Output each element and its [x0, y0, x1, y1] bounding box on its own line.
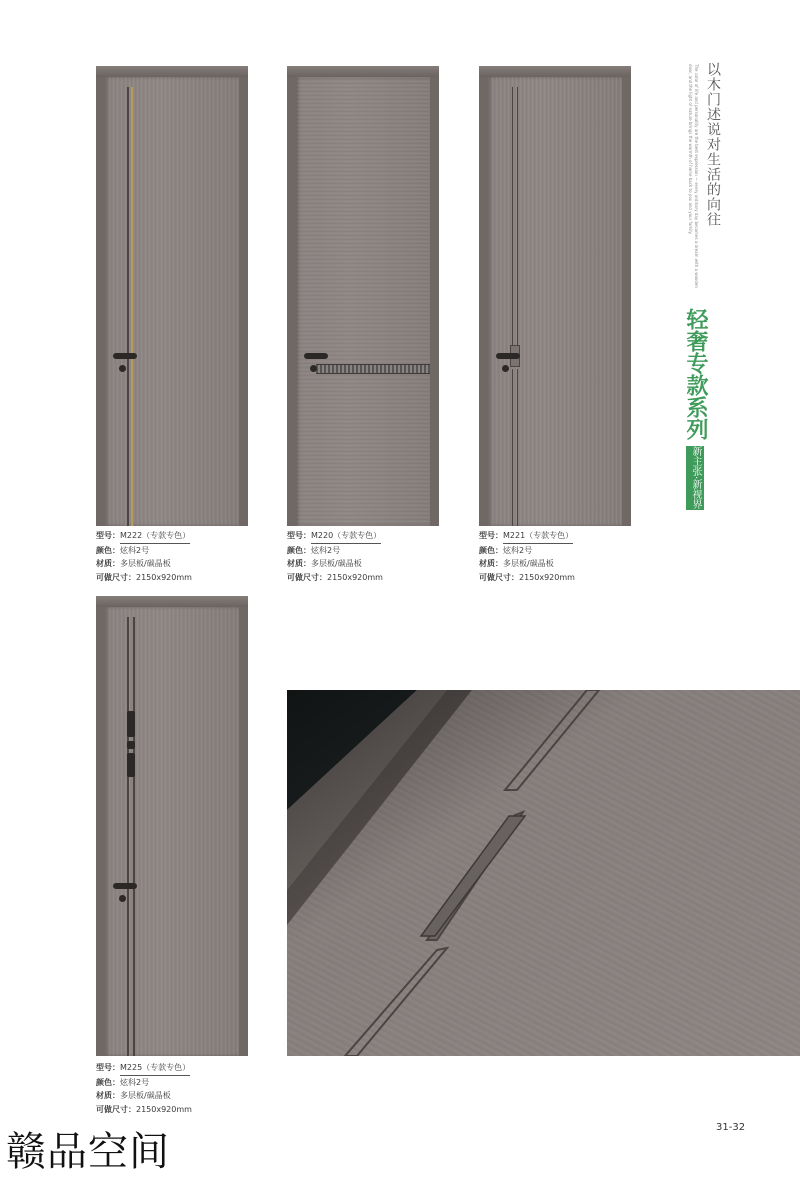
dark-groove-stripe [127, 617, 129, 1056]
size-value: 2150x920mm [327, 572, 383, 582]
size-label: 可做尺寸： [96, 1104, 136, 1114]
spec-block-m221 [479, 530, 575, 585]
vertical-slogan: 以木门述说对生活的向往 [705, 62, 721, 227]
color-value: 炫科2号 [120, 1077, 150, 1087]
model-label: 型号： [287, 531, 311, 540]
gold-inlay-stripe [131, 87, 133, 526]
series-title: 轻奢专款系列 [683, 308, 708, 440]
inlay-slot [127, 711, 135, 737]
page-number: 31-32 [716, 1122, 746, 1133]
lock-icon [119, 895, 126, 902]
material-value: 多层板/碳晶板 [503, 559, 554, 568]
model-value: M221（专款专色） [503, 530, 573, 544]
brand-logo-text: 赣品空间 [6, 1129, 170, 1175]
door-image-m221 [479, 66, 631, 526]
door-leaf [296, 77, 430, 526]
size-value: 2150x920mm [136, 1104, 192, 1114]
door-leaf [488, 77, 622, 526]
size-label: 可做尺寸： [287, 572, 327, 582]
door-frame-top [96, 596, 248, 607]
lock-icon [502, 365, 509, 372]
door-handle-icon [304, 353, 328, 359]
door-frame-top [96, 66, 248, 77]
dark-groove-stripe [133, 617, 135, 1056]
door-image-m222 [96, 66, 248, 526]
color-value: 炫科2号 [311, 545, 341, 555]
color-label: 颜色： [479, 545, 503, 555]
spec-block-m220 [287, 530, 383, 585]
closeup-illustration [287, 690, 800, 1056]
model-label: 型号： [96, 531, 120, 540]
door-detail-closeup-image [287, 690, 800, 1056]
inlay-slot [127, 753, 135, 777]
spec-block-m225 [96, 1062, 192, 1117]
english-blurb: The color of life and personality are the best expression — every ordinary day becomes a dream with a wooden door, and the light of nature brings the warmth of home back to you and your family. [688, 64, 699, 288]
model-value: M225（专款专色） [120, 1062, 190, 1076]
lock-icon [119, 365, 126, 372]
dark-groove-stripe [512, 87, 518, 345]
size-value: 2150x920mm [136, 572, 192, 582]
door-handle-icon [113, 883, 137, 889]
material-value: 多层板/碳晶板 [120, 559, 171, 568]
material-label: 材质： [96, 1091, 120, 1100]
color-label: 颜色： [96, 1077, 120, 1087]
door-frame-top [287, 66, 439, 77]
door-handle-icon [496, 353, 520, 359]
door-frame-top [479, 66, 631, 77]
material-value: 多层板/碳晶板 [120, 1091, 171, 1100]
size-label: 可做尺寸： [96, 572, 136, 582]
series-badge: 新主张·新视界 [686, 446, 704, 510]
model-value: M222（专款专色） [120, 530, 190, 544]
model-label: 型号： [96, 1063, 120, 1072]
door-image-m220 [287, 66, 439, 526]
material-value: 多层板/碳晶板 [311, 559, 362, 568]
material-label: 材质： [479, 559, 503, 568]
dark-groove-stripe [512, 369, 518, 526]
color-label: 颜色： [287, 545, 311, 555]
horizontal-groove-band [316, 364, 430, 374]
door-leaf [105, 77, 239, 526]
dark-groove-stripe [127, 87, 129, 526]
door-image-m225 [96, 596, 248, 1056]
model-label: 型号： [479, 531, 503, 540]
door-handle-icon [113, 353, 137, 359]
lock-icon [310, 365, 317, 372]
color-value: 炫科2号 [503, 545, 533, 555]
material-label: 材质： [287, 559, 311, 568]
inlay-slot [127, 741, 135, 749]
door-leaf [105, 607, 239, 1056]
model-value: M220（专款专色） [311, 530, 381, 544]
size-label: 可做尺寸： [479, 572, 519, 582]
spec-block-m222 [96, 530, 192, 585]
size-value: 2150x920mm [519, 572, 575, 582]
color-value: 炫科2号 [120, 545, 150, 555]
material-label: 材质： [96, 559, 120, 568]
color-label: 颜色： [96, 545, 120, 555]
